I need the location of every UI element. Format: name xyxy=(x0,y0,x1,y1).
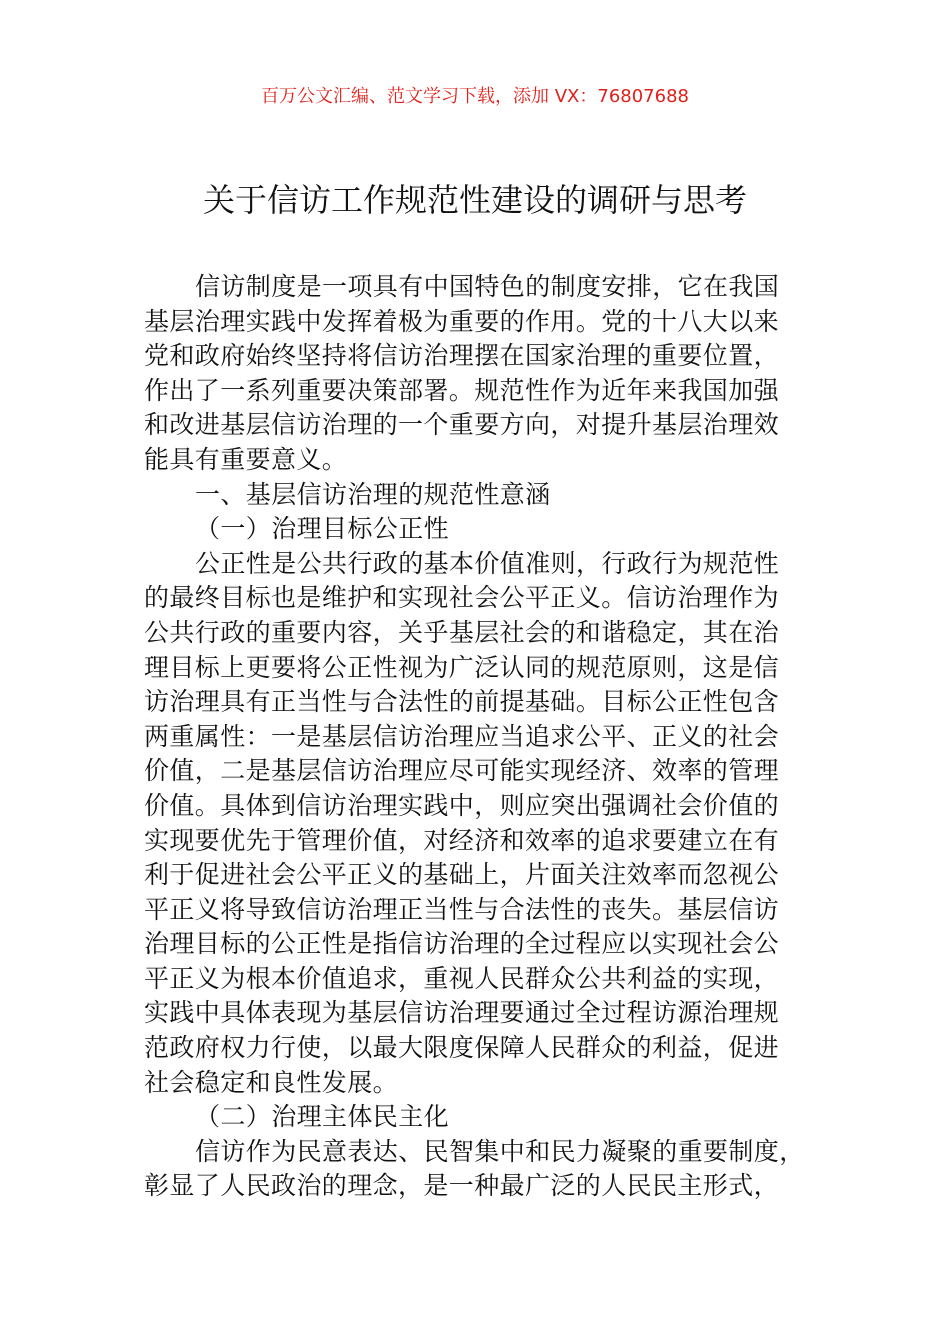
text-line: 范政府权力行使，以最大限度保障人民群众的利益，促进 xyxy=(144,1033,780,1063)
text-line: 价值，二是基层信访治理应尽可能实现经济、效率的管理 xyxy=(144,756,780,786)
text-line: 信访制度是一项具有中国特色的制度安排，它在我国 xyxy=(195,272,780,301)
text-line: 彰显了人民政治的理念，是一种最广泛的人民民主形式， xyxy=(144,1171,780,1201)
text-line: 治理目标的公正性是指信访治理的全过程应以实现社会公 xyxy=(144,929,780,959)
text-line: 公正性是公共行政的基本价值准则，行政行为规范性 xyxy=(195,548,780,578)
text-line: （二）治理主体民主化 xyxy=(195,1102,450,1132)
text-line: 的最终目标也是维护和实现社会公平正义。信访治理作为 xyxy=(144,583,780,613)
watermark-header: 百万公文汇编、范文学习下载，添加 VX：76807688 xyxy=(261,86,689,107)
text-line: （一）治理目标公正性 xyxy=(195,514,450,544)
text-line: 价值。具体到信访治理实践中，则应突出强调社会价值的 xyxy=(144,790,780,820)
document-body xyxy=(144,270,824,1204)
text-line: 基层治理实践中发挥着极为重要的作用。党的十八大以来 xyxy=(144,306,780,336)
text-line: 一、基层信访治理的规范性意涵 xyxy=(195,479,551,509)
text-line: 平正义为根本价值追求，重视人民群众公共利益的实现， xyxy=(144,963,780,993)
text-line: 利于促进社会公平正义的基础上，片面关注效率而忽视公 xyxy=(144,860,780,890)
text-line: 能具有重要意义。 xyxy=(144,444,348,474)
text-line: 社会稳定和良性发展。 xyxy=(144,1067,399,1097)
text-line: 理目标上更要将公正性视为广泛认同的规范原则，这是信 xyxy=(144,652,780,682)
text-line: 信访作为民意表达、民智集中和民力凝聚的重要制度， xyxy=(195,1136,805,1166)
text-line: 作出了一系列重要决策部署。规范性作为近年来我国加强 xyxy=(144,375,780,405)
text-line: 平正义将导致信访治理正当性与合法性的丧失。基层信访 xyxy=(144,894,780,924)
document-title: 关于信访工作规范性建设的调研与思考 xyxy=(202,181,747,219)
text-line: 两重属性：一是基层信访治理应当追求公平、正义的社会 xyxy=(144,721,780,751)
text-line: 访治理具有正当性与合法性的前提基础。目标公正性包含 xyxy=(144,687,780,717)
text-line: 公共行政的重要内容，关乎基层社会的和谐稳定，其在治 xyxy=(144,617,780,647)
text-line: 实现要优先于管理价值，对经济和效率的追求要建立在有 xyxy=(144,825,780,855)
text-line: 和改进基层信访治理的一个重要方向，对提升基层治理效 xyxy=(144,410,780,440)
text-line: 实践中具体表现为基层信访治理要通过全过程访源治理规 xyxy=(144,998,780,1028)
text-line: 党和政府始终坚持将信访治理摆在国家治理的重要位置， xyxy=(144,341,780,371)
